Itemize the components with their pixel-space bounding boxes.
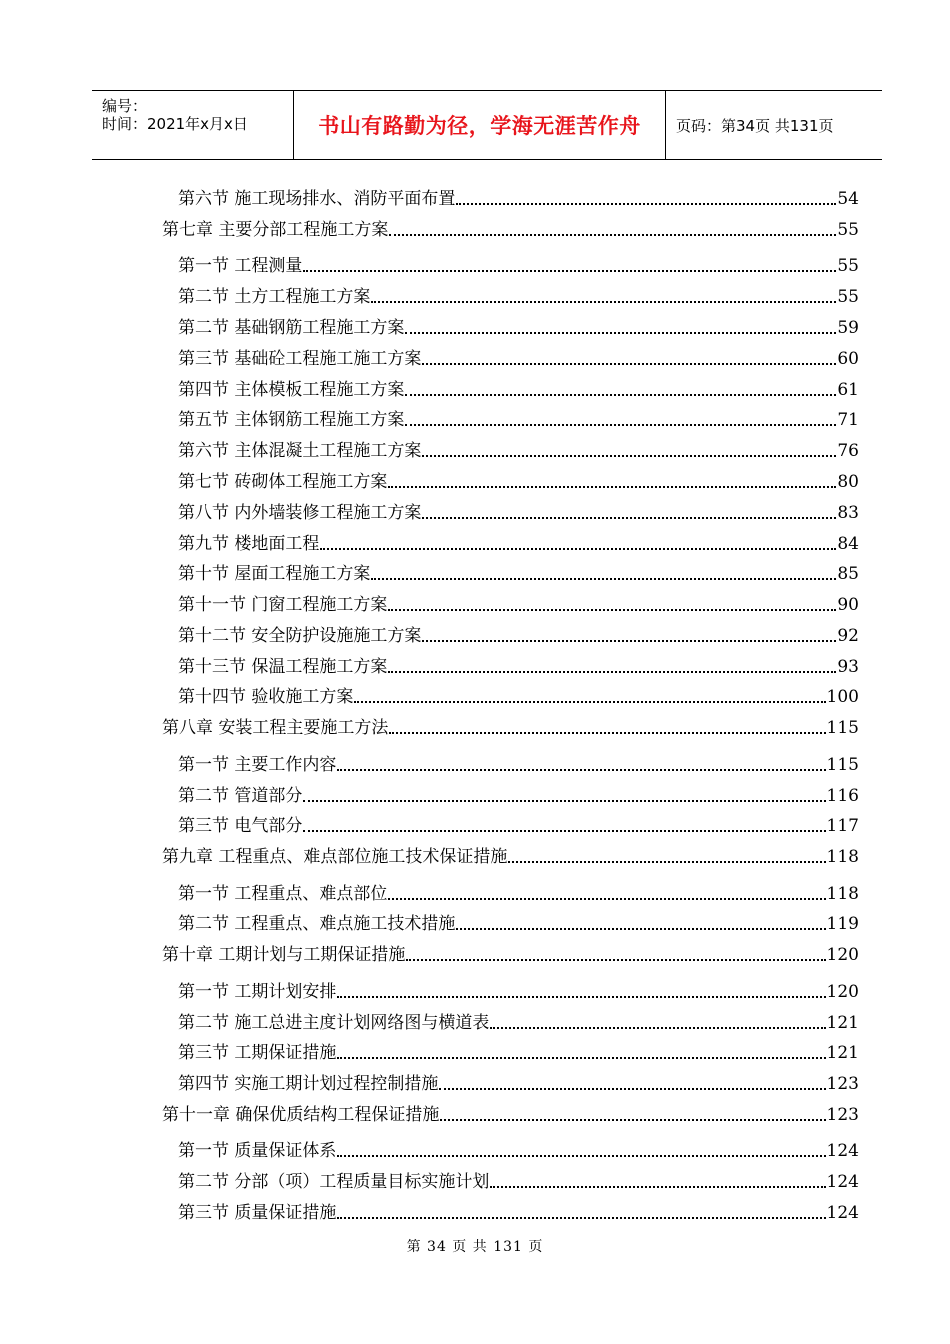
toc-entry-page-number: 117 (826, 816, 859, 836)
toc-dot-leader (354, 686, 825, 703)
toc-dot-leader (439, 1073, 825, 1090)
toc-section-entry[interactable] (178, 317, 859, 339)
toc-section-entry[interactable] (178, 1140, 859, 1162)
toc-entry-title: 第十节 屋面工程施工方案 (178, 564, 371, 584)
toc-entry-title: 第二节 基础钢筋工程施工方案 (178, 318, 405, 338)
toc-dot-leader (388, 883, 825, 900)
toc-entry-title: 第三节 基础砼工程施工施工方案 (178, 349, 422, 369)
toc-entry-page-number: 55 (837, 287, 859, 307)
toc-entry-page-number: 118 (826, 847, 859, 867)
toc-dot-leader (440, 1104, 825, 1121)
toc-dot-leader (405, 409, 836, 426)
toc-section-entry[interactable] (178, 754, 859, 776)
toc-entry-title: 第一节 主要工作内容 (178, 755, 337, 775)
toc-entry-title: 第十章 工期计划与工期保证措施 (162, 945, 406, 965)
toc-entry-title: 第十二节 安全防护设施施工方案 (178, 626, 422, 646)
toc-entry-title: 第一节 工程测量 (178, 256, 303, 276)
document-time-label: 时间：2021年x月x日 (102, 115, 248, 133)
toc-entry-title: 第九章 工程重点、难点部位施工技术保证措施 (162, 847, 508, 867)
toc-dot-leader (337, 1202, 825, 1219)
toc-section-entry[interactable] (178, 379, 859, 401)
toc-entry-page-number: 60 (837, 349, 859, 369)
toc-dot-leader (371, 286, 836, 303)
toc-dot-leader (405, 317, 836, 334)
toc-section-entry[interactable] (178, 625, 859, 647)
toc-dot-leader (422, 625, 836, 642)
toc-dot-leader (337, 1042, 825, 1059)
toc-entry-page-number: 116 (826, 786, 859, 806)
toc-entry-page-number: 120 (826, 945, 859, 965)
toc-dot-leader (456, 913, 825, 930)
toc-section-entry[interactable] (178, 1202, 859, 1224)
toc-section-entry[interactable] (178, 913, 859, 935)
toc-entry-page-number: 55 (837, 220, 859, 240)
toc-dot-leader (422, 440, 836, 457)
toc-dot-leader (405, 379, 836, 396)
toc-entry-page-number: 76 (837, 441, 859, 461)
toc-chapter-entry[interactable] (162, 944, 859, 966)
toc-chapter-entry[interactable] (162, 219, 859, 241)
toc-entry-title: 第六节 施工现场排水、消防平面布置 (178, 189, 456, 209)
header-meta-cell (92, 91, 294, 159)
toc-section-entry[interactable] (178, 981, 859, 1003)
toc-entry-title: 第一节 工期计划安排 (178, 982, 337, 1002)
toc-dot-leader (320, 533, 836, 550)
toc-entry-title: 第八节 内外墙装修工程施工方案 (178, 503, 422, 523)
toc-entry-title: 第二节 管道部分 (178, 786, 303, 806)
toc-chapter-entry[interactable] (162, 846, 859, 868)
toc-section-entry[interactable] (178, 255, 859, 277)
toc-entry-title: 第九节 楼地面工程 (178, 534, 320, 554)
toc-dot-leader (388, 471, 836, 488)
toc-entry-page-number: 80 (837, 472, 859, 492)
toc-entry-page-number: 93 (837, 657, 859, 677)
toc-entry-title: 第一节 质量保证体系 (178, 1141, 337, 1161)
toc-entry-page-number: 92 (837, 626, 859, 646)
toc-chapter-entry[interactable] (162, 1104, 859, 1126)
toc-entry-page-number: 100 (826, 687, 859, 707)
toc-entry-page-number: 121 (826, 1013, 859, 1033)
toc-entry-title: 第十一节 门窗工程施工方案 (178, 595, 388, 615)
toc-entry-page-number: 115 (826, 755, 859, 775)
toc-entry-page-number: 119 (826, 914, 859, 934)
toc-entry-title: 第八章 安装工程主要施工方法 (162, 718, 389, 738)
toc-entry-page-number: 118 (826, 884, 859, 904)
toc-section-entry[interactable] (178, 1073, 859, 1095)
toc-entry-page-number: 120 (826, 982, 859, 1002)
toc-section-entry[interactable] (178, 409, 859, 431)
document-header (92, 90, 882, 160)
toc-section-entry[interactable] (178, 348, 859, 370)
toc-dot-leader (337, 754, 825, 771)
toc-dot-leader (490, 1012, 825, 1029)
toc-dot-leader (371, 563, 836, 580)
toc-dot-leader (337, 1140, 825, 1157)
toc-dot-leader (303, 815, 825, 832)
toc-entry-title: 第五节 主体钢筋工程施工方案 (178, 410, 405, 430)
toc-entry-title: 第六节 主体混凝土工程施工方案 (178, 441, 422, 461)
toc-entry-title: 第四节 主体模板工程施工方案 (178, 380, 405, 400)
toc-section-entry[interactable] (178, 594, 859, 616)
toc-dot-leader (303, 785, 825, 802)
toc-entry-page-number: 115 (826, 718, 859, 738)
header-motto-cell (294, 91, 666, 159)
header-page-cell (666, 91, 882, 159)
toc-entry-title: 第四节 实施工期计划过程控制措施 (178, 1074, 439, 1094)
toc-entry-page-number: 90 (837, 595, 859, 615)
toc-section-entry[interactable] (178, 563, 859, 585)
toc-dot-leader (406, 944, 825, 961)
toc-dot-leader (508, 846, 825, 863)
toc-entry-page-number: 54 (837, 189, 859, 209)
toc-section-entry[interactable] (178, 883, 859, 905)
toc-entry-page-number: 85 (837, 564, 859, 584)
toc-entry-title: 第二节 施工总进主度计划网络图与横道表 (178, 1013, 490, 1033)
toc-entry-title: 第十四节 验收施工方案 (178, 687, 354, 707)
toc-entry-title: 第七节 砖砌体工程施工方案 (178, 472, 388, 492)
header-page-info: 页码：第34页 共131页 (676, 116, 834, 135)
toc-dot-leader (490, 1171, 825, 1188)
toc-entry-title: 第二节 工程重点、难点施工技术措施 (178, 914, 456, 934)
toc-entry-title: 第二节 分部（项）工程质量目标实施计划 (178, 1172, 490, 1192)
header-motto: 书山有路勤为径，学海无涯苦作舟 (318, 114, 641, 138)
toc-section-entry[interactable] (178, 440, 859, 462)
toc-entry-page-number: 59 (837, 318, 859, 338)
toc-entry-title: 第十一章 确保优质结构工程保证措施 (162, 1105, 440, 1125)
toc-entry-title: 第三节 质量保证措施 (178, 1203, 337, 1223)
toc-section-entry[interactable] (178, 686, 859, 708)
toc-section-entry[interactable] (178, 785, 859, 807)
toc-dot-leader (422, 502, 836, 519)
toc-dot-leader (388, 594, 836, 611)
toc-entry-title: 第二节 土方工程施工方案 (178, 287, 371, 307)
toc-entry-page-number: 55 (837, 256, 859, 276)
toc-section-entry[interactable] (178, 815, 859, 837)
toc-section-entry[interactable] (178, 188, 859, 210)
toc-entry-page-number: 121 (826, 1043, 859, 1063)
toc-dot-leader (388, 656, 836, 673)
toc-section-entry[interactable] (178, 1171, 859, 1193)
toc-section-entry[interactable] (178, 533, 859, 555)
toc-entry-page-number: 61 (837, 380, 859, 400)
toc-entry-page-number: 84 (837, 534, 859, 554)
toc-entry-page-number: 124 (826, 1172, 859, 1192)
toc-dot-leader (389, 717, 825, 734)
toc-section-entry[interactable] (178, 471, 859, 493)
toc-entry-title: 第三节 电气部分 (178, 816, 303, 836)
toc-entry-title: 第三节 工期保证措施 (178, 1043, 337, 1063)
document-number-label: 编号： (102, 97, 148, 115)
toc-entry-page-number: 123 (826, 1105, 859, 1125)
toc-dot-leader (303, 255, 836, 272)
toc-dot-leader (389, 219, 836, 236)
toc-entry-title: 第十三节 保温工程施工方案 (178, 657, 388, 677)
toc-entry-page-number: 83 (837, 503, 859, 523)
toc-entry-page-number: 124 (826, 1141, 859, 1161)
toc-entry-page-number: 123 (826, 1074, 859, 1094)
toc-entry-page-number: 71 (837, 410, 859, 430)
toc-chapter-entry[interactable] (162, 717, 859, 739)
toc-dot-leader (456, 188, 836, 205)
toc-section-entry[interactable] (178, 656, 859, 678)
toc-dot-leader (337, 981, 825, 998)
toc-section-entry[interactable] (178, 502, 859, 524)
page-footer: 第 34 页 共 131 页 (406, 1239, 544, 1255)
toc-dot-leader (422, 348, 836, 365)
toc-entry-title: 第七章 主要分部工程施工方案 (162, 220, 389, 240)
toc-entry-page-number: 124 (826, 1203, 859, 1223)
toc-section-entry[interactable] (178, 1042, 859, 1064)
toc-section-entry[interactable] (178, 1012, 859, 1034)
toc-section-entry[interactable] (178, 286, 859, 308)
toc-entry-title: 第一节 工程重点、难点部位 (178, 884, 388, 904)
